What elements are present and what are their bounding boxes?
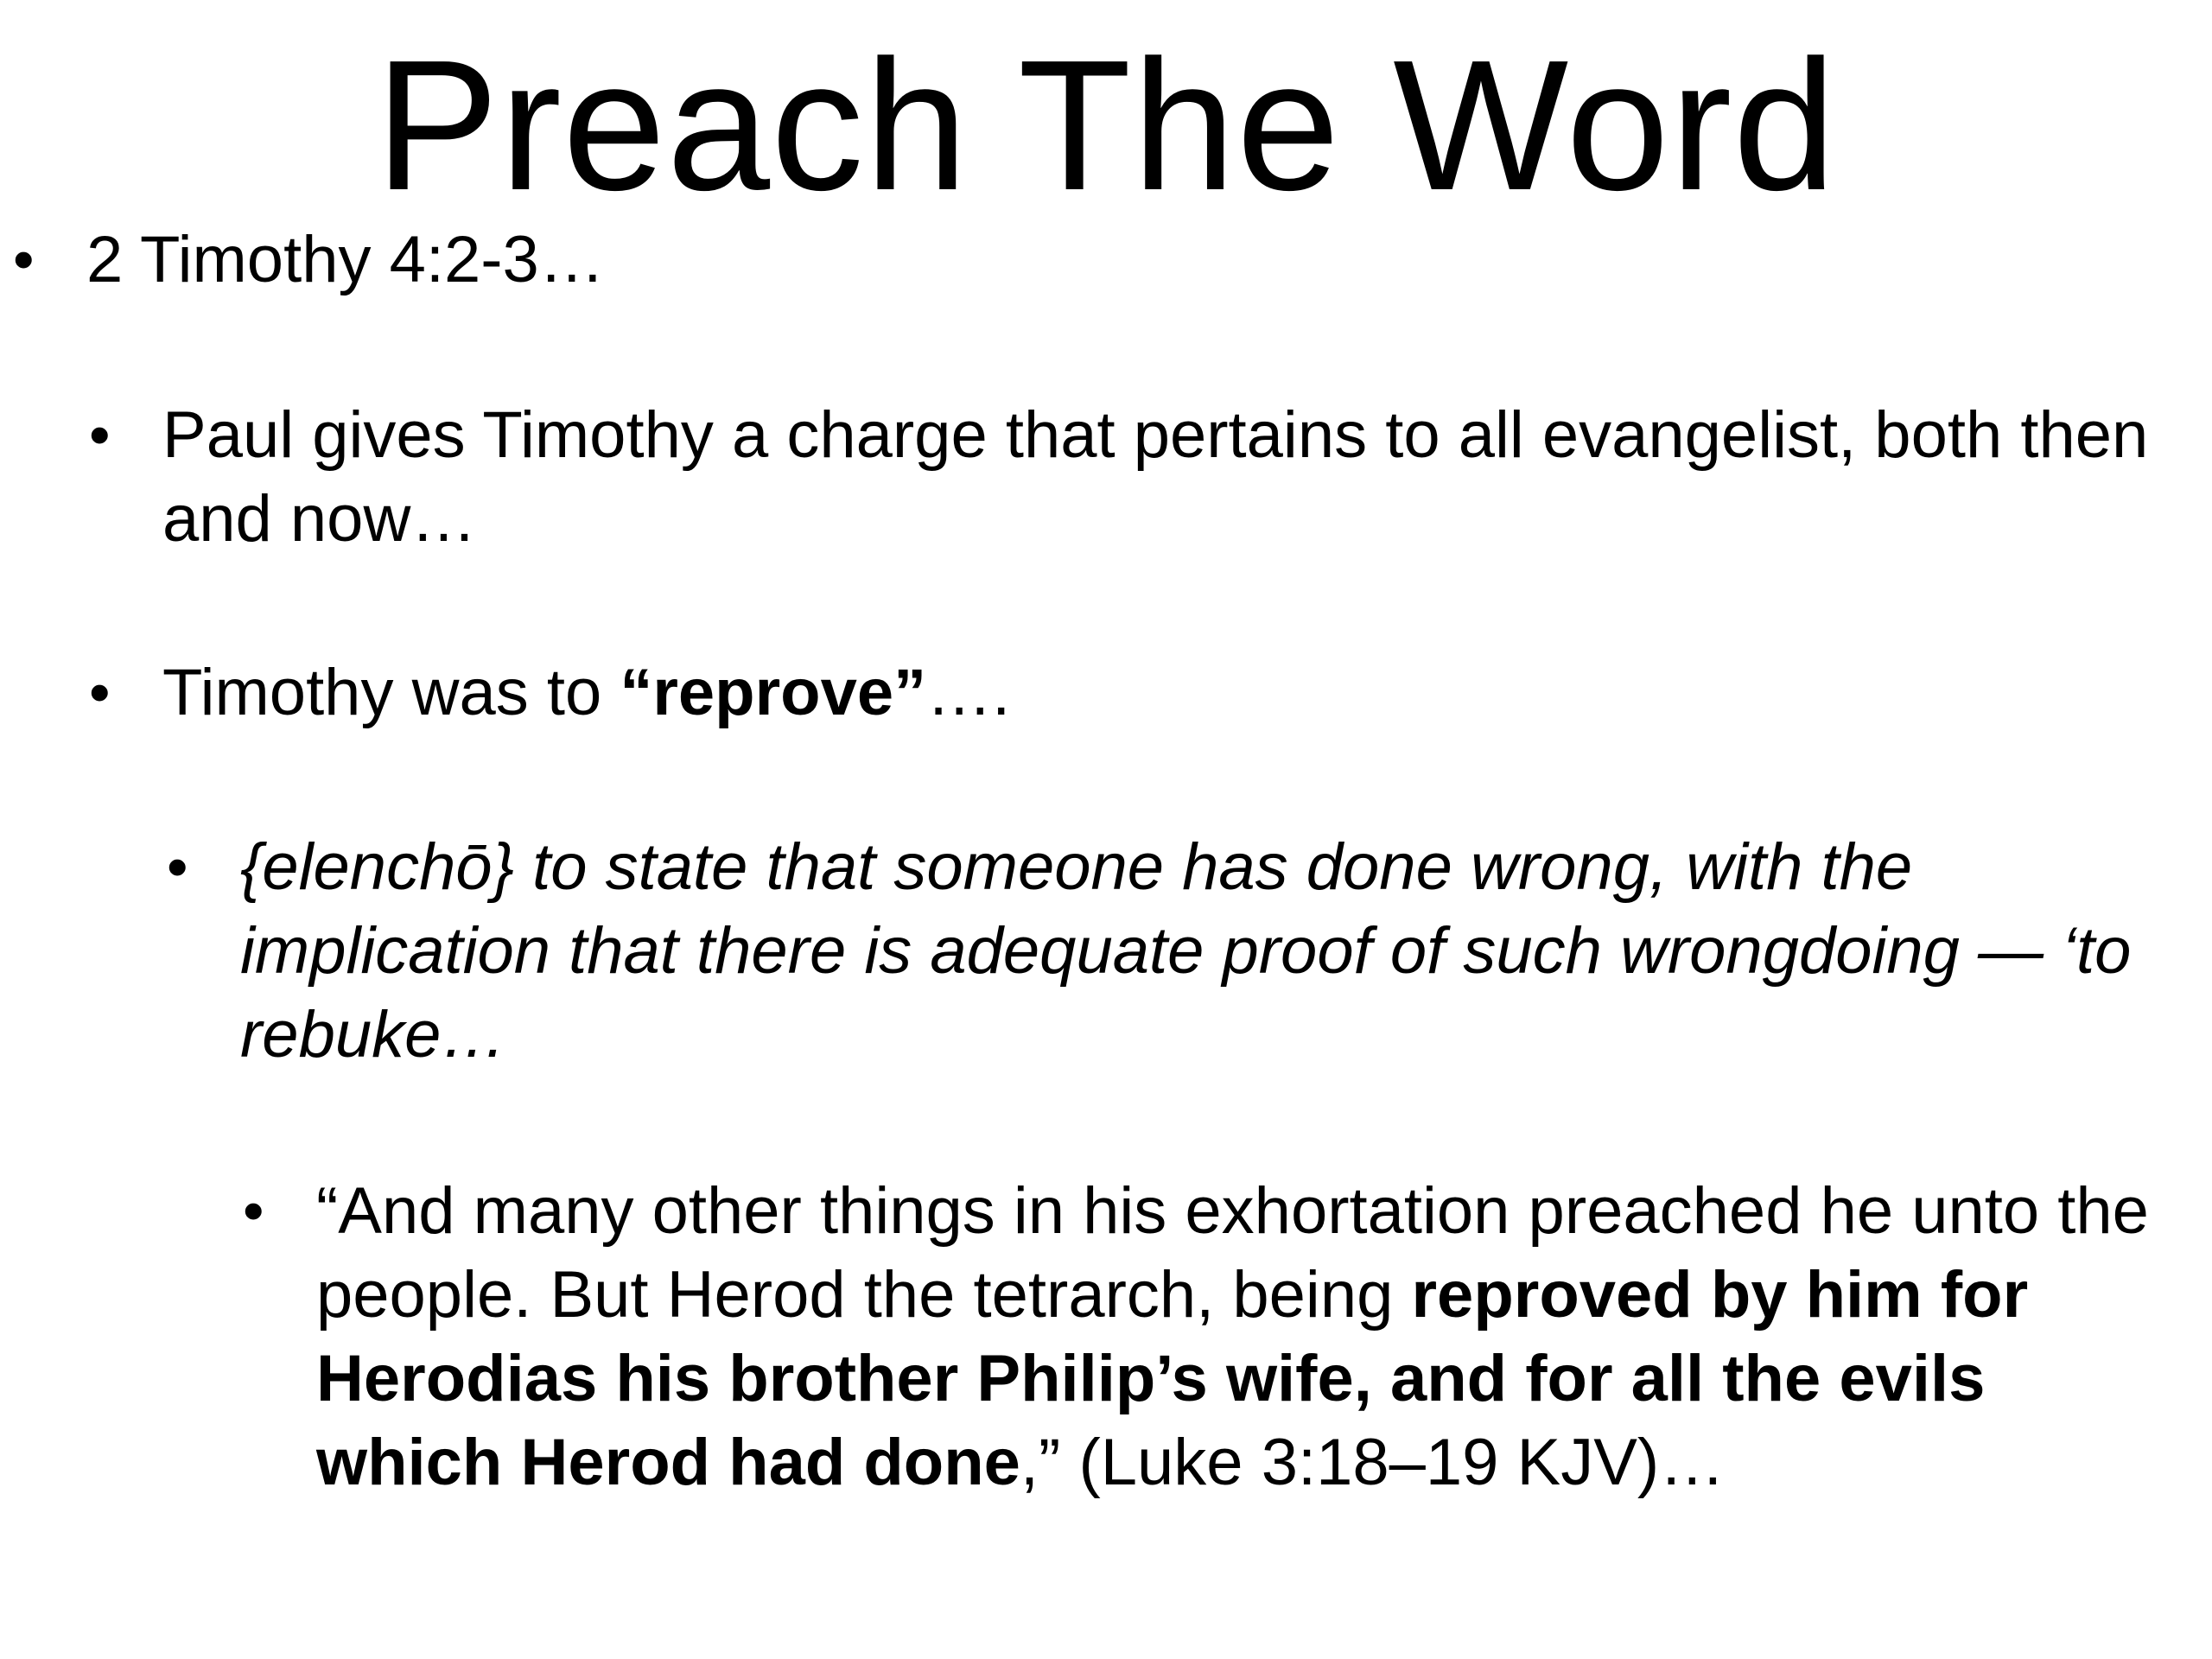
bullet-text-pre: Timothy was to	[162, 656, 620, 729]
bullet-text-bold: reproved by him for Herodias his brother Philip’s wife, and for all the evils which Herod had done	[316, 1258, 2029, 1499]
bullet-dot: •	[167, 833, 188, 900]
bullet-text: {elenchō} to state that someone has done wrong, with the implication that there is adequate proof of such wrongdoing — ‘to rebuke…	[240, 830, 2132, 1071]
bullet-level-3	[167, 825, 2176, 1077]
bullet-dot: •	[89, 658, 111, 726]
bullet-text-pre: “And many other things in his exhortation preached he unto the people. But Herod the tetrarch, being	[316, 1174, 2149, 1332]
bullet-level-2	[89, 651, 2176, 734]
bullet-text: 2 Timothy 4:2-3…	[86, 223, 605, 296]
bullet-dot: •	[13, 226, 35, 293]
bullet-level-2	[89, 393, 2176, 561]
bullet-level-1	[13, 218, 2160, 302]
slide-title: Preach The Word	[374, 21, 1838, 229]
bullet-dot: •	[243, 1177, 264, 1244]
bullet-text: Paul gives Timothy a charge that pertains to all evangelist, both then and now…	[162, 398, 2149, 556]
bullet-text-bold: “reprove”	[620, 656, 927, 729]
bullet-text-post: ,” (Luke 3:18–19 KJV)…	[1020, 1426, 1726, 1499]
bullet-text-post: ….	[926, 656, 1011, 729]
bullet-level-4	[243, 1169, 2183, 1504]
bullet-dot: •	[89, 401, 111, 468]
